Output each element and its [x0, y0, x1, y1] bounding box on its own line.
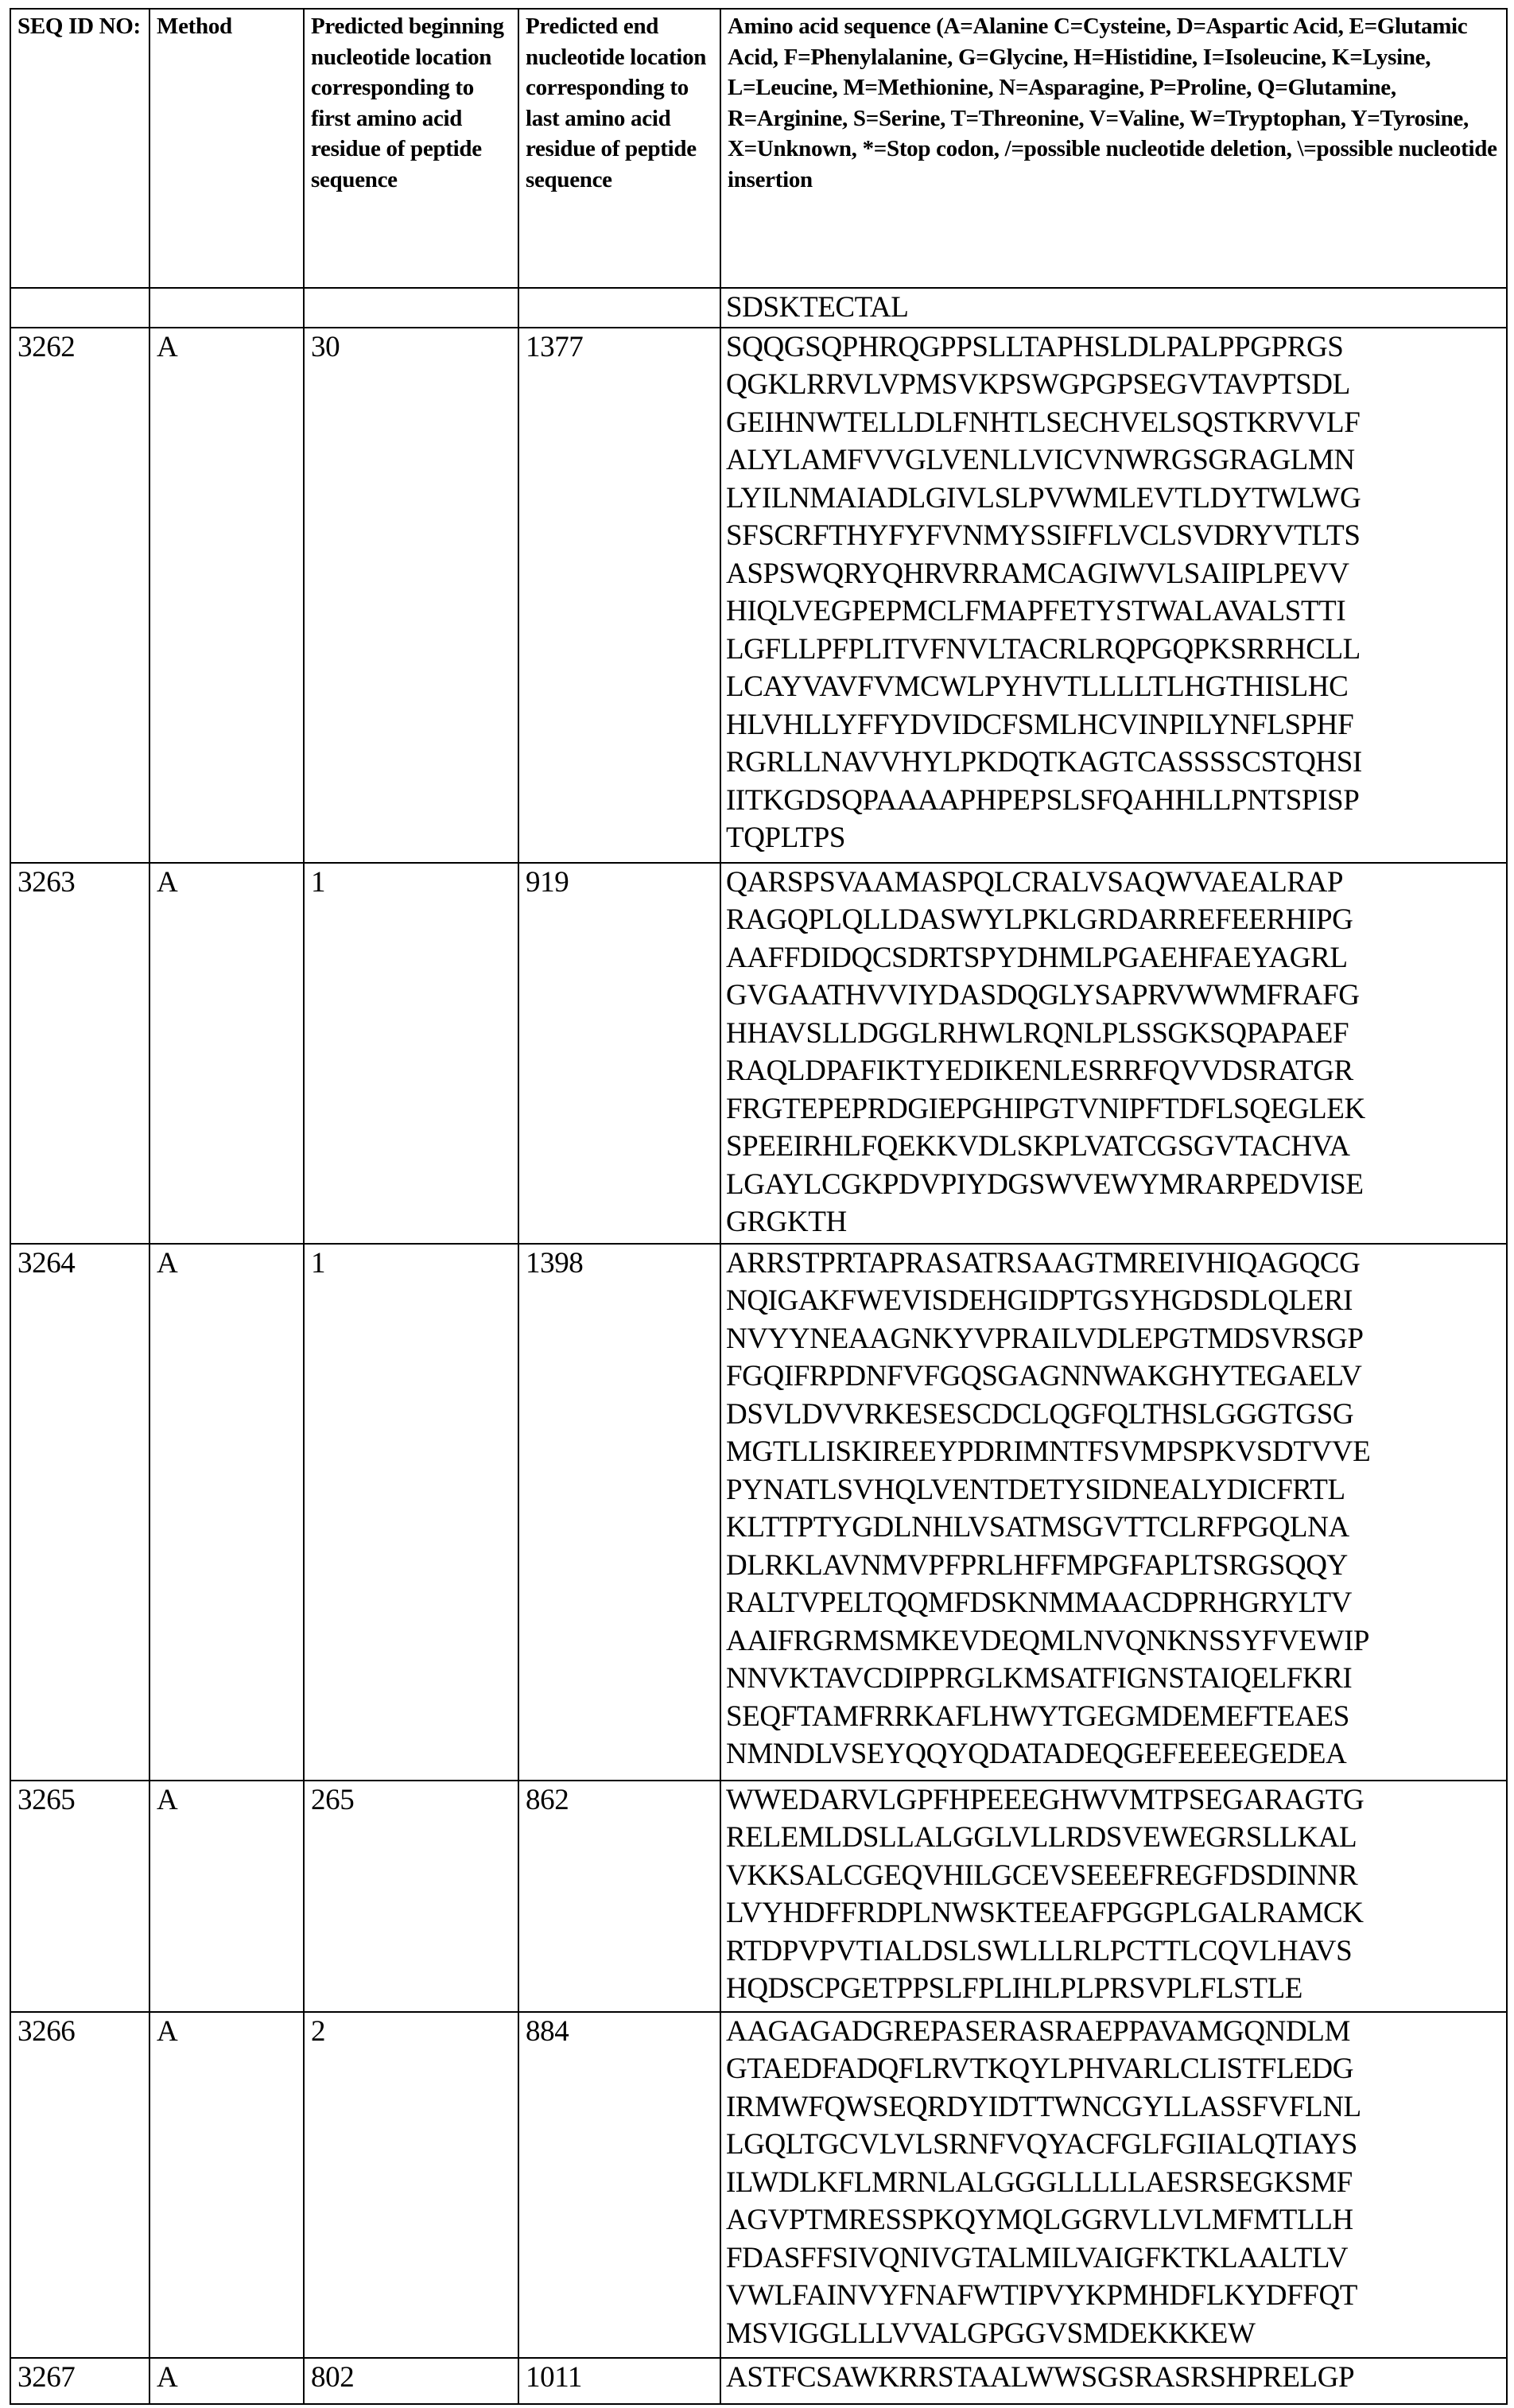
amino-acid-sequence-cell: [720, 328, 1507, 863]
sequence-line: IRMWFQWSEQRDYIDTTWNCGYLLASSFVFLNL: [726, 2088, 1506, 2126]
sequence-line: RTDPVPVTIALDSLSWLLLRLPCTTLCQVLHAVS: [726, 1932, 1506, 1971]
sequence-line: DLRKLAVNMVPFPRLHFFMPGFAPLTSRGSQQY: [726, 1547, 1506, 1585]
sequence-line: RGRLLNAVVHYLPKDQTKAGTCASSSSCSTQHSI: [726, 744, 1506, 782]
sequence-line: FRGTEPEPRDGIEPGHIPGTVNIPFTDFLSQEGLEK: [726, 1090, 1506, 1128]
sequence-line: SDSKTECTAL: [726, 289, 1506, 327]
header-end-location: Predicted end nucleotide location corresponding to last amino acid residue of peptide sequence: [518, 9, 720, 288]
sequence-line: QARSPSVAAMASPQLCRALVSAQWVAEALRAP: [726, 864, 1506, 902]
method-cell: A: [149, 863, 304, 1244]
sequence-line: HLVHLLYFFYDVIDCFSMLHCVINPILYNFLSPHF: [726, 706, 1506, 744]
sequence-line: RALTVPELTQQMFDSKNMMAACDPRHGRYLTV: [726, 1584, 1506, 1622]
sequence-line: LCAYVAVFVMCWLPYHVTLLLLTLHGTHISLHC: [726, 668, 1506, 706]
begin-location-cell: 2: [304, 2012, 518, 2358]
sequence-line: SQQGSQPHRQGPPSLLTAPHSLDLPALPPGPRGS: [726, 328, 1506, 367]
sequence-line: VWLFAINVYFNAFWTIPVYKPMHDFLKYDFFQT: [726, 2277, 1506, 2315]
sequence-line: RAGQPLQLLDASWYLPKLGRDARREFEERHIPG: [726, 901, 1506, 939]
sequence-line: ASPSWQRYQHRVRRAMCAGIWVLSAIIPLPEVV: [726, 555, 1506, 593]
seq-id-cell: 3267: [10, 2358, 149, 2404]
sequence-line: QGKLRRVLVPMSVKPSWGPGPSEGVTAVPTSDL: [726, 366, 1506, 404]
amino-acid-sequence-cell: [720, 1781, 1507, 2012]
table-header-row: [10, 9, 1507, 288]
header-method: Method: [149, 9, 304, 288]
sequence-line: ASTFCSAWKRRSTAALWWSGSRASRSHPRELGP: [726, 2359, 1506, 2397]
table-row: [10, 1244, 1507, 1781]
sequence-line: NVYYNEAAGNKYVPRAILVDLEPGTMDSVRSGP: [726, 1320, 1506, 1358]
method-cell: A: [149, 1244, 304, 1781]
sequence-line: NNVKTAVCDIPPRGLKMSATFIGNSTAIQELFKRI: [726, 1660, 1506, 1698]
sequence-line: FDASFFSIVQNIVGTALMILVAIGFKTKLAALTLV: [726, 2239, 1506, 2278]
header-begin-location: Predicted beginning nucleotide location corresponding to first amino acid residue of peptide sequence: [304, 9, 518, 288]
sequence-line: ARRSTPRTAPRASATRSAAGTMREIVHIQAGQCG: [726, 1245, 1506, 1283]
amino-acid-sequence-cell: [720, 288, 1507, 328]
sequence-line: GRGKTH: [726, 1203, 1506, 1241]
sequence-line: RELEMLDSLLALGGLVLLRDSVEWEGRSLLKAL: [726, 1819, 1506, 1857]
header-seq-id: SEQ ID NO:: [10, 9, 149, 288]
sequence-line: WWEDARVLGPFHPEEEGHWVMTPSEGARAGTG: [726, 1781, 1506, 1820]
amino-acid-sequence-cell: [720, 2358, 1507, 2404]
sequence-line: AAGAGADGREPASERASRAEPPAVAMGQNDLM: [726, 2013, 1506, 2051]
sequence-line: LYILNMAIADLGIVLSLPVWMLEVTLDYTWLWG: [726, 480, 1506, 518]
method-cell: [149, 288, 304, 328]
sequence-line: HQDSCPGETPPSLFPLIHLPLPRSVPLFLSTLE: [726, 1970, 1506, 2008]
method-cell: A: [149, 2012, 304, 2358]
end-location-cell: [518, 288, 720, 328]
sequence-line: RAQLDPAFIKTYEDIKENLESRRFQVVDSRATGR: [726, 1052, 1506, 1090]
sequence-line: AAIFRGRMSMKEVDEQMLNVQNKNSSYFVEWIP: [726, 1622, 1506, 1660]
sequence-line: MSVIGGLLLVVALGPGGVSMDEKKKEW: [726, 2315, 1506, 2353]
header-amino-acid-sequence: Amino acid sequence (A=Alanine C=Cysteine, D=Aspartic Acid, E=Glutamic Acid, F=Phenylalanine, G=Glycine, H=Histidine, I=Isoleucine, K=Lysine, L=Leucine, M=Methionine, N=Asparagine, P=Proline, Q=Glutamine, R=Arginine, S=Serine, T=Threonine, V=Valine, W=Tryptophan, Y=Tyrosine, X=Unknown, *=Stop codon, /=possible nucleotide deletion, \=possible nucleotide insertion: [720, 9, 1507, 288]
method-cell: A: [149, 1781, 304, 2012]
table-row: [10, 288, 1507, 328]
sequence-line: SEQFTAMFRRKAFLHWYTGEGMDEMEFTEAES: [726, 1698, 1506, 1736]
table-row: [10, 863, 1507, 1244]
seq-id-cell: 3265: [10, 1781, 149, 2012]
table-row: [10, 2358, 1507, 2404]
amino-acid-sequence-cell: [720, 1244, 1507, 1781]
sequence-line: FGQIFRPDNFVFGQSGAGNNWAKGHYTEGAELV: [726, 1357, 1506, 1396]
sequence-line: PYNATLSVHQLVENTDETYSIDNEALYDICFRTL: [726, 1471, 1506, 1509]
begin-location-cell: 802: [304, 2358, 518, 2404]
sequence-line: GEIHNWTELLDLFNHTLSECHVELSQSTKRVVLF: [726, 404, 1506, 442]
begin-location-cell: [304, 288, 518, 328]
begin-location-cell: 1: [304, 1244, 518, 1781]
sequence-line: MGTLLISKIREEYPDRIMNTFSVMPSPKVSDTVVE: [726, 1433, 1506, 1471]
end-location-cell: 1011: [518, 2358, 720, 2404]
sequence-line: DSVLDVVRKESESCDCLQGFQLTHSLGGGTGSG: [726, 1396, 1506, 1434]
sequence-line: SFSCRFTHYFYFVNMYSSIFFLVCLSVDRYVTLTS: [726, 517, 1506, 555]
amino-acid-sequence-cell: [720, 863, 1507, 1244]
sequence-line: HHAVSLLDGGLRHWLRQNLPLSSGKSQPAPAEF: [726, 1015, 1506, 1053]
sequence-line: LGAYLCGKPDVPIYDGSWVEWYMRARPEDVISE: [726, 1166, 1506, 1204]
sequence-line: NQIGAKFWEVISDEHGIDPTGSYHGDSDLQLERI: [726, 1282, 1506, 1320]
seq-id-cell: 3262: [10, 328, 149, 863]
amino-acid-sequence-cell: [720, 2012, 1507, 2358]
sequence-line: TQPLTPS: [726, 819, 1506, 857]
seq-id-cell: 3264: [10, 1244, 149, 1781]
end-location-cell: 862: [518, 1781, 720, 2012]
sequence-line: IITKGDSQPAAAAPHPEPSLSFQAHHLLPNTSPISP: [726, 782, 1506, 820]
table-row: [10, 1781, 1507, 2012]
seq-id-cell: [10, 288, 149, 328]
sequence-line: NMNDLVSEYQQYQDATADEQGEFEEEEGEDEA: [726, 1735, 1506, 1773]
table-row: [10, 2012, 1507, 2358]
sequence-line: GVGAATHVVIYDASDQGLYSAPRVWWMFRAFG: [726, 977, 1506, 1015]
begin-location-cell: 1: [304, 863, 518, 1244]
begin-location-cell: 30: [304, 328, 518, 863]
method-cell: A: [149, 2358, 304, 2404]
sequence-line: HIQLVEGPEPMCLFMAPFETYSTWALAVALSTTI: [726, 592, 1506, 631]
begin-location-cell: 265: [304, 1781, 518, 2012]
sequence-line: ILWDLKFLMRNLALGGGLLLLLAESRSEGKSMF: [726, 2164, 1506, 2202]
sequence-line: LGFLLPFPLITVFNVLTACRLRQPGQPKSRRHCLL: [726, 631, 1506, 669]
sequence-line: LGQLTGCVLVLSRNFVQYACFGLFGIIALQTIAYS: [726, 2126, 1506, 2164]
sequence-line: VKKSALCGEQVHILGCEVSEEEFREGFDSDINNR: [726, 1857, 1506, 1895]
end-location-cell: 884: [518, 2012, 720, 2358]
sequence-line: GTAEDFADQFLRVTKQYLPHVARLCLISTFLEDG: [726, 2050, 1506, 2088]
end-location-cell: 1377: [518, 328, 720, 863]
sequence-line: AAFFDIDQCSDRTSPYDHMLPGAEHFAEYAGRL: [726, 939, 1506, 977]
sequence-line: LVYHDFFRDPLNWSKTEEAFPGGPLGALRAMCK: [726, 1894, 1506, 1932]
end-location-cell: 919: [518, 863, 720, 1244]
end-location-cell: 1398: [518, 1244, 720, 1781]
table-row: [10, 328, 1507, 863]
sequence-table: [10, 8, 1508, 2405]
method-cell: A: [149, 328, 304, 863]
sequence-line: AGVPTMRESSPKQYMQLGGRVLLVLMFMTLLH: [726, 2201, 1506, 2239]
seq-id-cell: 3263: [10, 863, 149, 1244]
sequence-line: ALYLAMFVVGLVENLLVICVNWRGSGRAGLMN: [726, 441, 1506, 480]
seq-id-cell: 3266: [10, 2012, 149, 2358]
sequence-line: SPEEIRHLFQEKKVDLSKPLVATCGSGVTACHVA: [726, 1128, 1506, 1166]
sequence-line: KLTTPTYGDLNHLVSATMSGVTTCLRFPGQLNA: [726, 1509, 1506, 1547]
